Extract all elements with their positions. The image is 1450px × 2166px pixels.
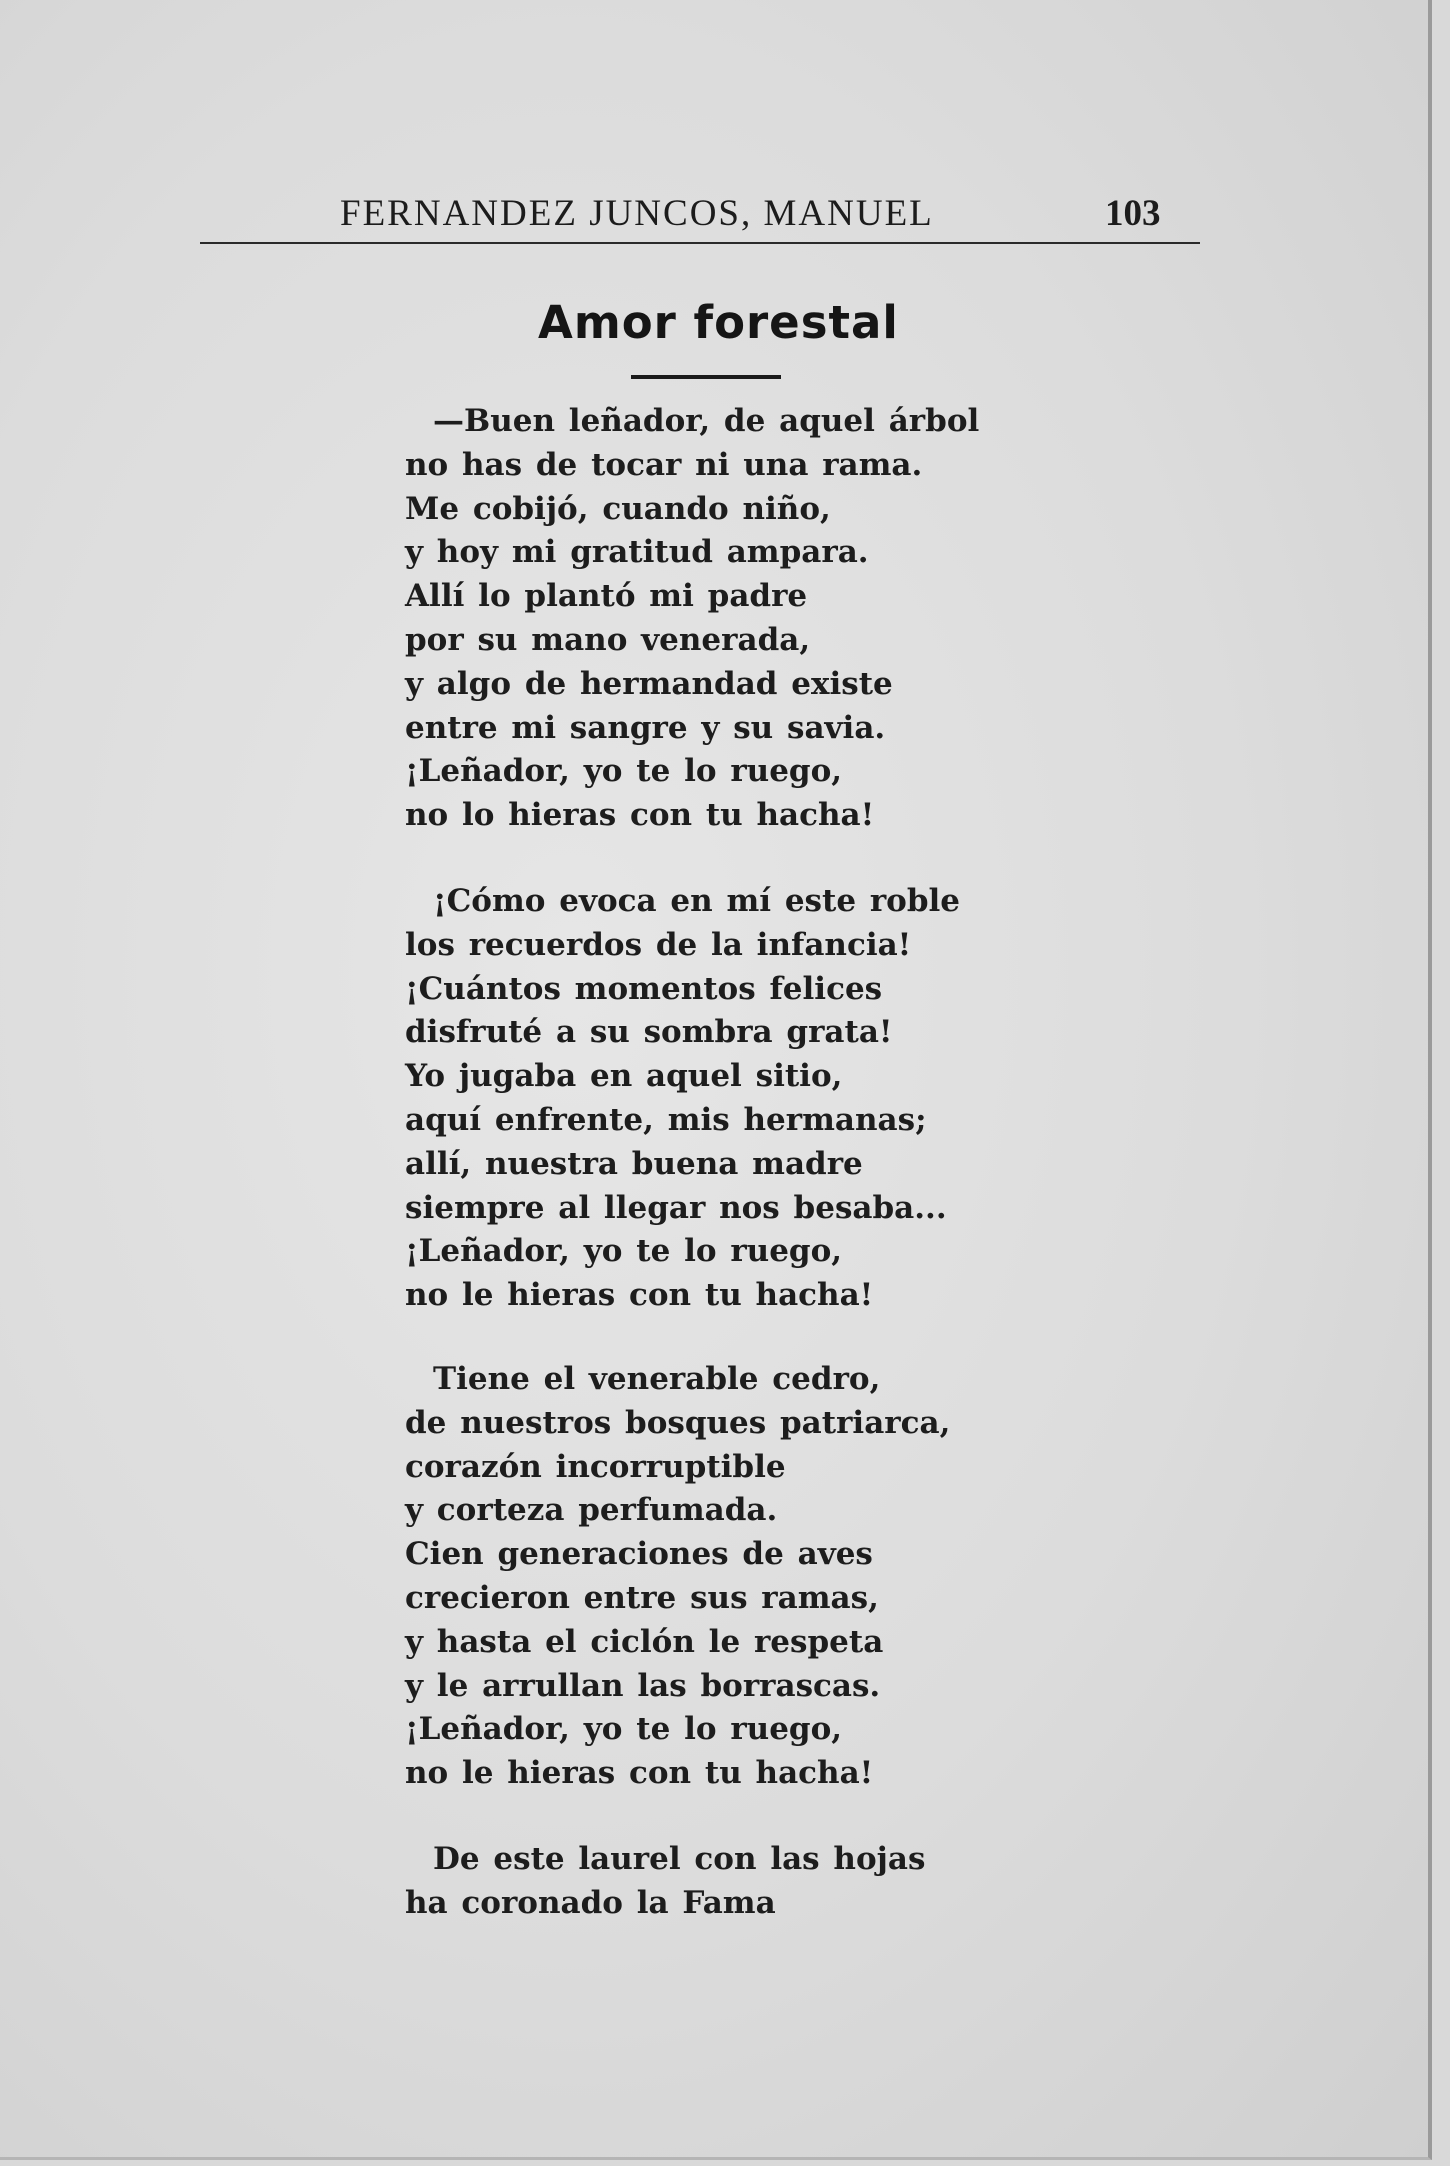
verse-line: Allí lo plantó mi padre [405,578,808,615]
verse-line: De este laurel con las hojas [433,1841,926,1877]
verse-line: y hoy mi gratitud ampara. [405,534,869,571]
verse-line: y hasta el ciclón le respeta [405,1623,884,1660]
verse-line: de nuestros bosques patriarca, [405,1404,951,1441]
verse-line: Tiene el venerable cedro, [433,1361,881,1397]
verse-line: Me cobijó, cuando niño, [405,490,831,527]
verse-line: entre mi sangre y su savia. [405,709,886,746]
title-rule [631,375,781,379]
verse-line: siempre al llegar nos besaba... [405,1189,947,1226]
verse-line: crecieron entre sus ramas, [405,1579,879,1616]
stanza-3 [405,1358,950,1796]
header-rule [200,242,1200,244]
verse-line: no le hieras con tu hacha! [405,1277,874,1314]
verse-line: aquí enfrente, mis hermanas; [405,1101,927,1138]
verse-line: no lo hieras con tu hacha! [405,797,875,834]
verse-line: ha coronado la Fama [405,1884,776,1921]
verse-line: no has de tocar ni una rama. [405,446,923,483]
verse-line: no le hieras con tu hacha! [405,1755,874,1792]
verse-line: ¡Leñador, yo te lo ruego, [405,1711,843,1748]
verse-line: ¡Cómo evoca en mí este roble [433,883,961,919]
verse-line: los recuerdos de la infancia! [405,926,912,963]
stanza-1 [405,400,979,838]
verse-line: Cien generaciones de aves [405,1536,873,1573]
running-head-title: FERNANDEZ JUNCOS, MANUEL [340,193,934,234]
poem-title: Amor forestal [538,296,899,349]
verse-line: y algo de hermandad existe [405,665,893,702]
verse-line: corazón incorruptible [405,1448,786,1485]
stanza-2 [405,880,960,1318]
page-number: 103 [1105,193,1161,234]
verse-line: y corteza perfumada. [405,1492,778,1529]
verse-line: disfruté a su sombra grata! [405,1014,893,1051]
verse-line: ¡Leñador, yo te lo ruego, [405,753,843,790]
stanza-4 [405,1838,925,1926]
verse-line: y le arrullan las borrascas. [405,1667,881,1704]
verse-line: ¡Cuántos momentos felices [405,970,883,1007]
verse-line: —Buen leñador, de aquel árbol [433,403,980,439]
verse-line: Yo jugaba en aquel sitio, [405,1058,843,1095]
verse-line: allí, nuestra buena madre [405,1145,863,1182]
verse-line: ¡Leñador, yo te lo ruego, [405,1233,843,1270]
verse-line: por su mano venerada, [405,621,811,658]
